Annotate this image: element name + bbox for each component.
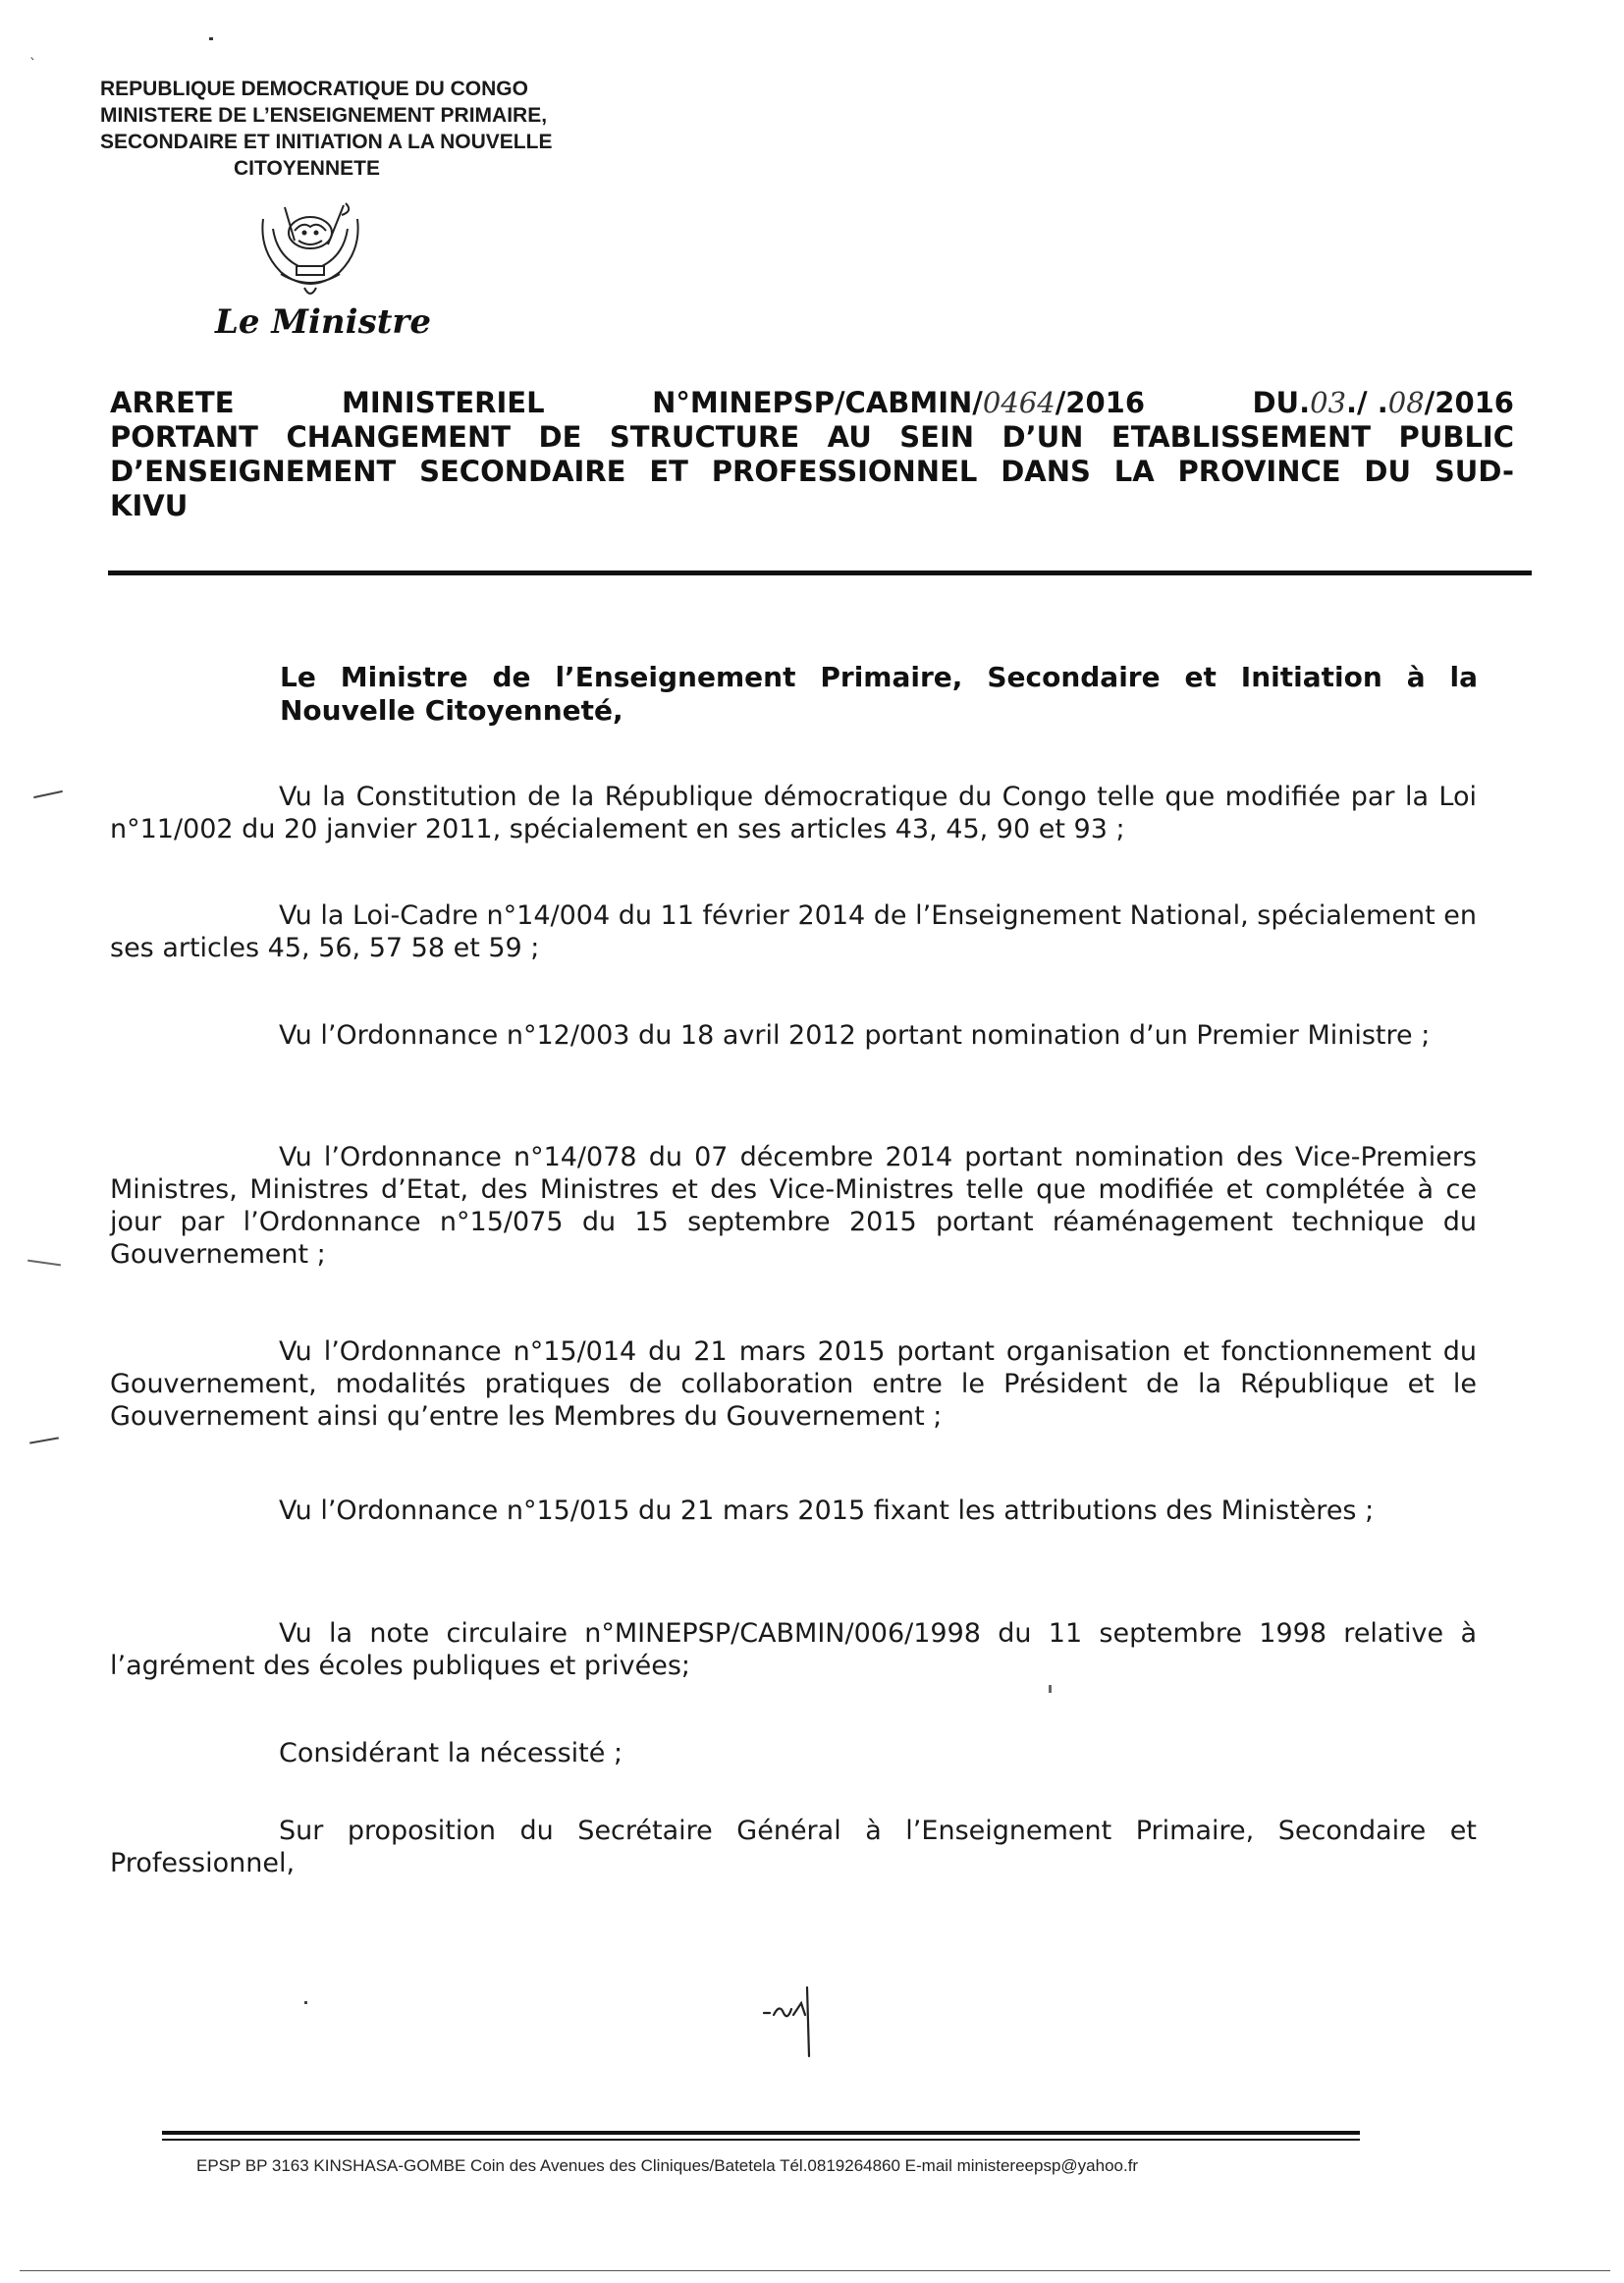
scan-mark: `	[29, 57, 36, 73]
scan-mark	[304, 2001, 307, 2004]
scan-mark	[27, 1260, 61, 1267]
decree-title	[110, 386, 1514, 523]
decree-date-separator: ./ .	[1346, 386, 1388, 419]
coat-of-arms-emblem	[251, 201, 369, 304]
paragraph-ordonnance-15-014	[110, 1335, 1477, 1433]
decree-title-line: KIVU	[110, 489, 189, 522]
paragraph-text: Vu l’Ordonnance n°15/015 du 21 mars 2015 fixant les attributions des Ministères ;	[279, 1495, 1375, 1526]
handwritten-date-day: 03	[1310, 386, 1347, 419]
paragraph-text: Vu la Loi-Cadre n°14/004 du 11 février 2014 de l’Enseignement National, spécialement en ses articles 45, 56, 57 58 et 59 ;	[110, 900, 1478, 963]
decree-word-ministeriel: MINISTERIEL	[341, 386, 545, 419]
decree-title-line: D’ENSEIGNEMENT SECONDAIRE ET PROFESSIONNEL DANS LA PROVINCE DU SUD-	[110, 455, 1514, 488]
footer-divider	[162, 2139, 1360, 2141]
paragraph-note-circulaire	[110, 1617, 1477, 1682]
header-line-country: REPUBLIQUE DEMOCRATIQUE DU CONGO	[100, 78, 528, 100]
decree-date-prefix: DU.	[1252, 386, 1311, 419]
decree-reference	[652, 386, 1145, 420]
page-bottom-edge	[20, 2270, 1610, 2271]
decree-reference-line	[110, 386, 1514, 420]
header-line-ministry: MINISTERE DE L’ENSEIGNEMENT PRIMAIRE,	[100, 104, 548, 127]
scan-mark	[1049, 1685, 1052, 1693]
decree-title-line: PORTANT CHANGEMENT DE STRUCTURE AU SEIN D’UN ETABLISSEMENT PUBLIC	[110, 420, 1514, 454]
paragraph-text: Sur proposition du Secrétaire Général à l’Enseignement Primaire, Secondaire et Professionnel,	[110, 1816, 1477, 1878]
handwritten-date-month: 08	[1387, 386, 1425, 419]
decree-word-arrete: ARRETE	[110, 386, 235, 419]
paragraph-ordonnance-12-003	[110, 1019, 1477, 1052]
decree-date	[1252, 386, 1514, 420]
scan-mark	[33, 790, 63, 798]
paragraph-text: Vu la Constitution de la République démocratique du Congo telle que modifiée par la Loi n°11/002 du 20 janvier 2011, spécialement en ses articles 43, 45, 90 et 93 ;	[110, 782, 1477, 844]
scan-mark	[29, 1437, 59, 1443]
handwritten-decree-number: 0464	[982, 386, 1056, 419]
paragraph-text: Vu l’Ordonnance n°14/078 du 07 décembre 2014 portant nomination des Vice-Premiers Ministres, Ministres d’Etat, des Ministres et des Vice-Ministres telle que modifiée et complétée à ce jour par l’Ordonnance n°15/075 du 15 septembre 2015 portant réaménagement technique du Gouvernement ;	[110, 1142, 1477, 1270]
paragraph-considerant	[110, 1737, 1477, 1769]
paragraph-text: Vu l’Ordonnance n°12/003 du 18 avril 2012 portant nomination d’un Premier Ministre ;	[279, 1020, 1431, 1051]
decree-date-year: /2016	[1424, 386, 1514, 419]
footer-address: EPSP BP 3163 KINSHASA-GOMBE Coin des Avenues des Cliniques/Batetela Tél.0819264860 E-mail ministereepsp@yahoo.fr	[196, 2156, 1139, 2175]
decree-ref-prefix: N°MINEPSP/CABMIN/	[652, 386, 983, 419]
paragraph-text: Vu l’Ordonnance n°15/014 du 21 mars 2015 portant organisation et fonctionnement du Gouvernement, modalités pratiques de collaboration entre le Président de la République et le Gouvernement ainsi qu’entre les Membres du Gouvernement ;	[110, 1336, 1477, 1432]
header-line-citizenship: CITOYENNETE	[234, 157, 380, 180]
scan-mark	[209, 37, 213, 40]
paragraph-loi-cadre	[110, 899, 1477, 964]
paragraph-constitution	[110, 781, 1477, 845]
footer-divider	[162, 2131, 1360, 2135]
paragraph-text: Vu la note circulaire n°MINEPSP/CABMIN/006/1998 du 11 septembre 1998 relative à l’agrément des écoles publiques et privées;	[110, 1618, 1477, 1681]
paragraph-text: Considérant la nécessité ;	[279, 1738, 623, 1768]
title-divider	[108, 571, 1532, 575]
paragraph-ordonnance-14-078	[110, 1141, 1477, 1271]
ministry-header	[100, 76, 689, 182]
header-line-ministry-cont: SECONDAIRE ET INITIATION A LA NOUVELLE	[100, 131, 553, 153]
minister-title: Le Ministre	[215, 302, 431, 342]
decree-ref-year: /2016	[1055, 386, 1146, 419]
paragraph-proposition	[110, 1815, 1477, 1879]
paragraph-ordonnance-15-015	[110, 1495, 1477, 1527]
minister-heading: Le Ministre de l’Enseignement Primaire, Secondaire et Initiation à la Nouvelle Citoyenneté,	[280, 661, 1478, 727]
handwritten-initials	[756, 1974, 835, 2062]
